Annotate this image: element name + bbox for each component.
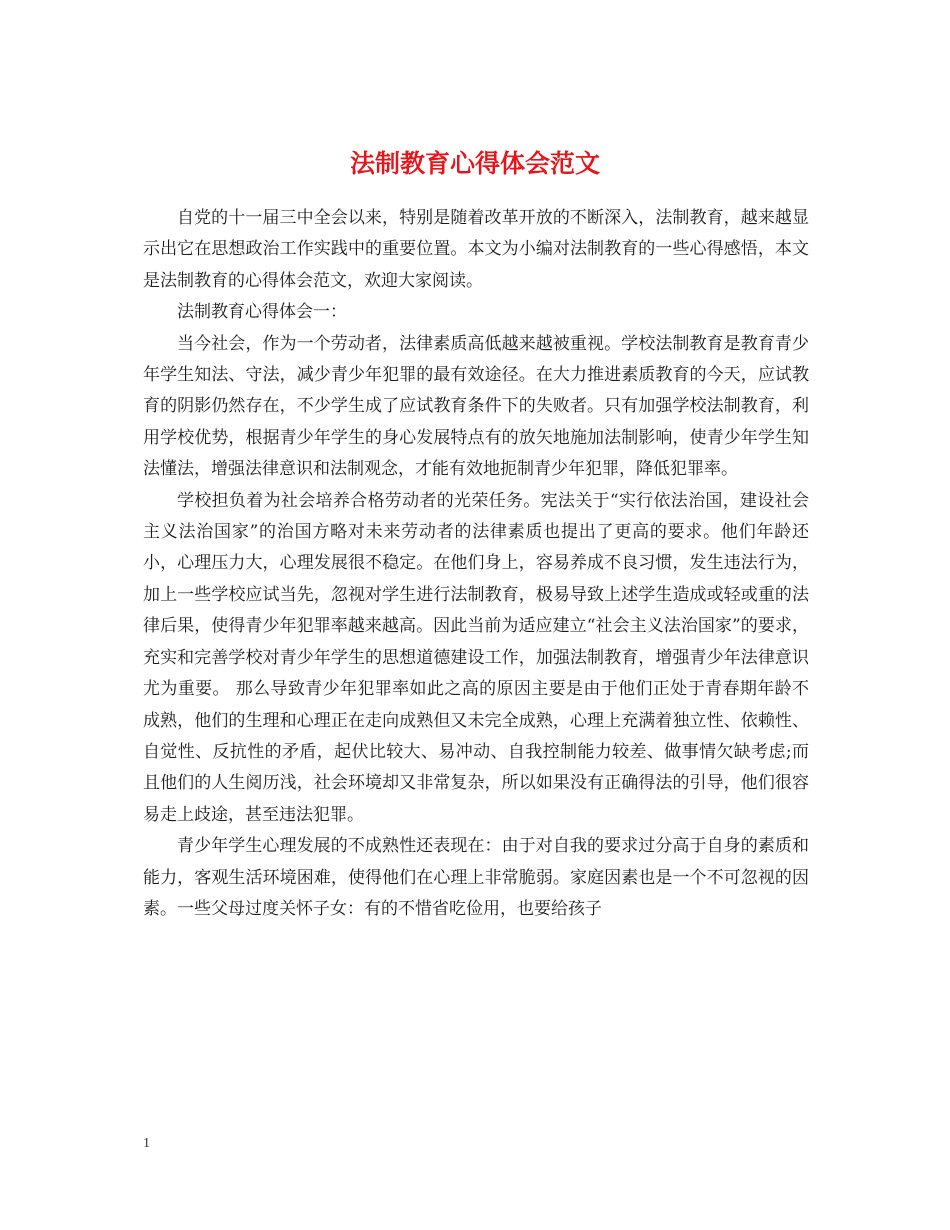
- paragraph-body-3: 青少年学生心理发展的不成熟性还表现在：由于对自我的要求过分高于自身的素质和能力，客观生活环境困难，使得他们在心理上非常脆弱。家庭因素也是一个不可忽视的因素。一些父母过度关怀子女：有的不惜省吃俭用，也要给孩子: [143, 836, 809, 919]
- paragraph-section-heading: 法制教育心得体会一：: [177, 302, 347, 323]
- paragraph-body-2: 学校担负着为社会培养合格劳动者的光荣任务。宪法关于“实行依法治国，建设社会主义法治国家”的治国方略对未来劳动者的法律素质也提出了更高的要求。他们年龄还小，心理压力大，心理发展很不稳定。在他们身上，容易养成不良习惯，发生违法行为，加上一些学校应试当先，忽视对学生进行法制教育，极易导致上述学生造成或轻或重的法律后果，使得青少年犯罪率越来越高。因此当前为适应建立“社会主义法治国家”的要求，充实和完善学校对青少年学生的思想道德建设工作，加强法制教育，增强青少年法律意识尤为重要。 那么导致青少年犯罪率如此之高的原因主要是由于他们正处于青春期年龄不成熟，他们的生理和心理正在走向成熟但又未完全成熟，心理上充满着独立性、依赖性、自觉性、反抗性的矛盾，起伏比较大、易冲动、自我控制能力较差、做事情欠缺考虑;而且他们的人生阅历浅，社会环境却又非常复杂，所以如果没有正确得法的引导，他们很容易走上歧途，甚至违法犯罪。: [143, 490, 809, 825]
- document-body: [143, 203, 809, 925]
- paragraph-intro: 自党的十一届三中全会以来，特别是随着改革开放的不断深入，法制教育，越来越显示出它在思想政治工作实践中的重要位置。本文为小编对法制教育的一些心得感悟，本文是法制教育的心得体会范文，欢迎大家阅读。: [143, 208, 809, 291]
- page-number: 1: [143, 1136, 150, 1151]
- document-title: 法制教育心得体会范文: [349, 148, 600, 178]
- paragraph-body-1: 当今社会，作为一个劳动者，法律素质高低越来越被重视。学校法制教育是教育青少年学生知法、守法，减少青少年犯罪的最有效途径。在大力推进素质教育的今天，应试教育的阴影仍然存在，不少学生成了应试教育条件下的失败者。只有加强学校法制教育，利用学校优势，根据青少年学生的身心发展特点有的放矢地施加法制影响，使青少年学生知法懂法，增强法律意识和法制观念，才能有效地扼制青少年犯罪，降低犯罪率。: [143, 333, 809, 480]
